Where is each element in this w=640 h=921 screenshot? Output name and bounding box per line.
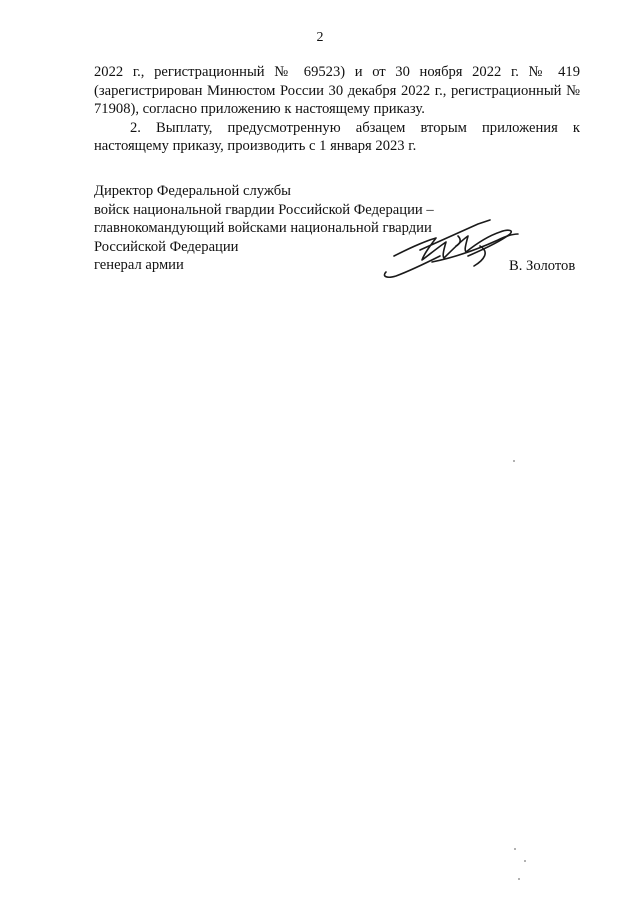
page-number: 2 [316,30,324,45]
scan-speck [524,860,526,862]
signatory-title-line-3: главнокомандующий войсками национальной гвардии [94,220,432,237]
signatory-title-line-1: Директор Федеральной службы [94,183,291,199]
signatory-rank: генерал армии [94,257,184,274]
signatory-title-line-2: войск национальной гвардии Российской Федерации – [94,201,434,218]
body-text [94,63,580,156]
signer-name: В. Золотов [509,258,576,274]
signatory-title-line-4: Российской Федерации [94,238,239,255]
scan-speck [514,848,516,850]
handwritten-signature [372,216,522,286]
scan-speck [513,460,515,462]
paragraph-continuation: 2022 г., регистрационный № 69523) и от 30 ноября 2022 г. № 419 (зарегистрирован Минюстом России 30 декабря 2022 г., регистрационный № 71908), согласно приложению к настоящему приказу. [94,64,580,118]
paragraph-item-2: 2. Выплату, предусмотренную абзацем вторым приложения к настоящему приказу, производить с 1 января 2023 г. [94,119,580,155]
scan-speck [518,878,520,880]
